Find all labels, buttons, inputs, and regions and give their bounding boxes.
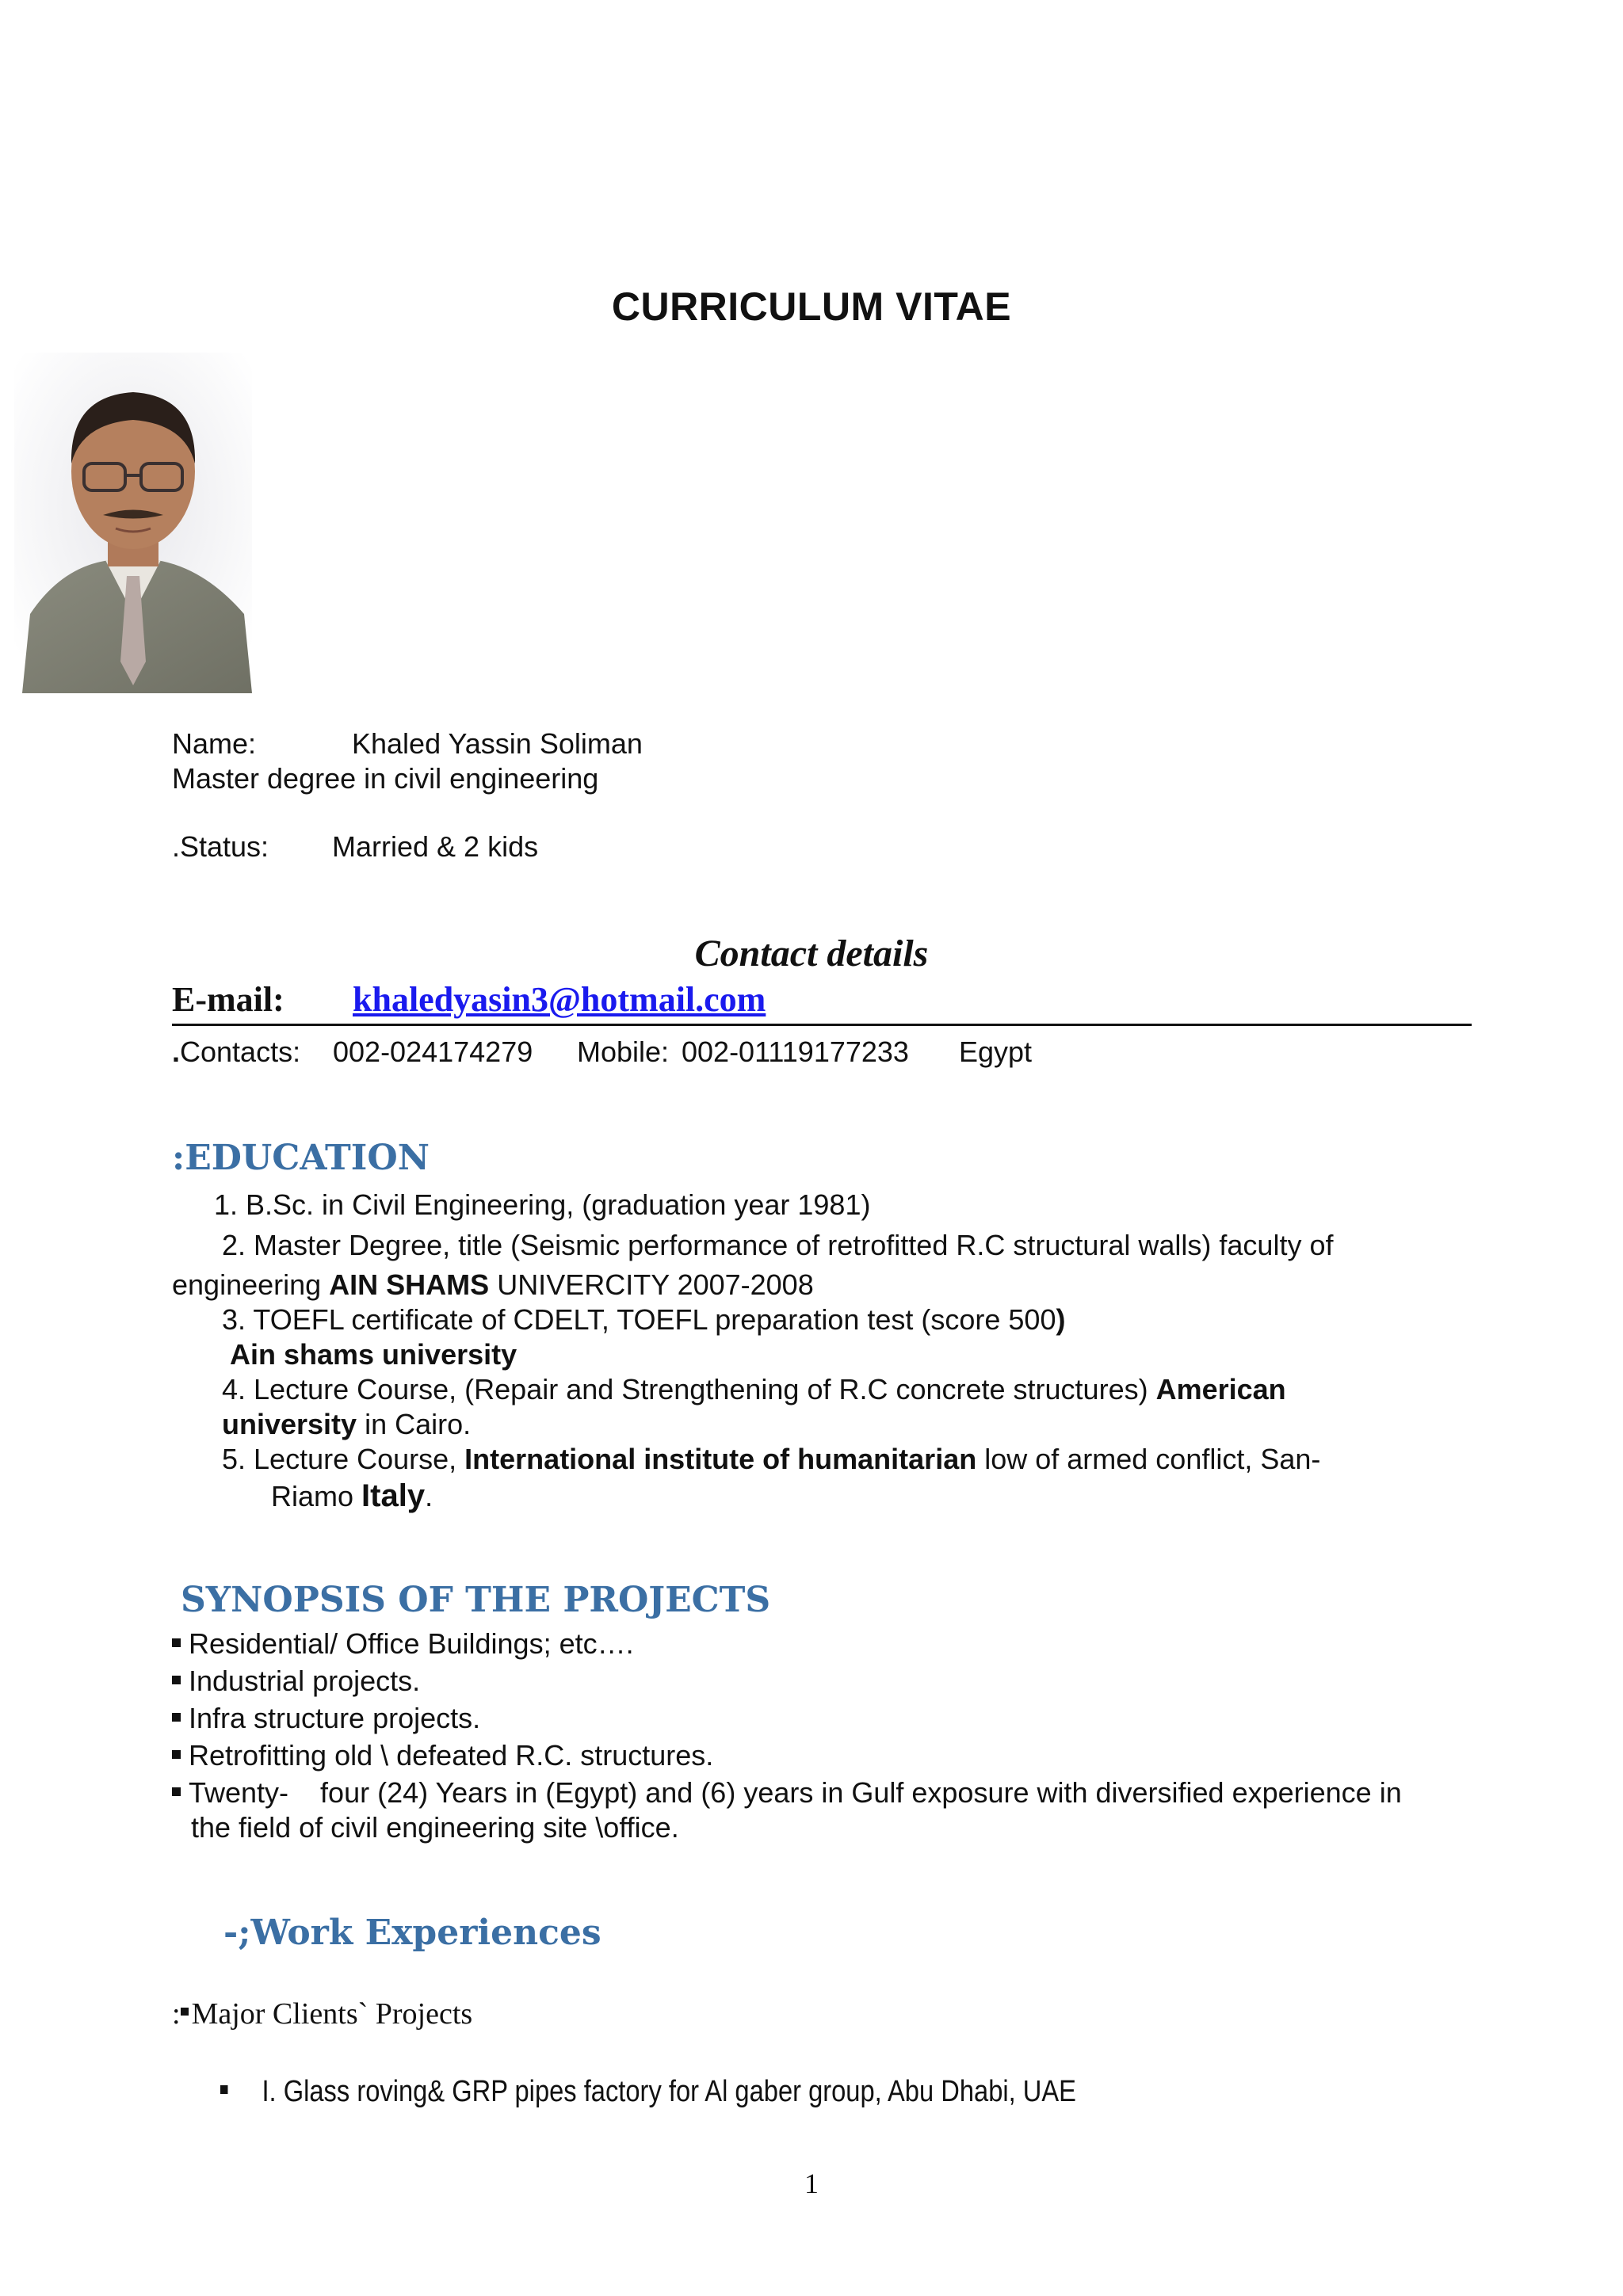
major-clients-label: Major Clients` Projects [191,1997,473,2031]
synopsis-item [172,1627,634,1661]
synopsis-item-text: Twenty- four (24) Years in (Egypt) and (6) years in Gulf exposure with diversified experience in [189,1776,1402,1809]
edu2-university: AIN SHAMS [329,1268,490,1301]
synopsis-item [172,1738,713,1773]
education-heading: :EDUCATION [172,1138,430,1178]
contacts-prefix: . [172,1035,181,1068]
education-item-2-cont [172,1268,814,1302]
education-item-1: 1. B.Sc. in Civil Engineering, (graduation year 1981) [214,1188,871,1221]
edu5-period: . [425,1480,433,1512]
edu3-text: 3. TOEFL certificate of CDELT, TOEFL preparation test (score 500 [222,1303,1056,1336]
edu4-university-b: university [222,1408,357,1440]
degree-line: Master degree in civil engineering [172,762,599,795]
country: Egypt [959,1035,1033,1068]
profile-photo [14,353,252,693]
synopsis-item-text: Infra structure projects. [189,1702,481,1734]
name-label: Name: [172,727,257,760]
document-title: CURRICULUM VITAE [611,284,1012,329]
synopsis-item [172,1701,480,1736]
edu5-institute: International institute of humanitarian [464,1443,977,1475]
contact-heading: Contact details [694,933,929,974]
synopsis-heading: SYNOPSIS OF THE PROJECTS [181,1580,771,1620]
mobile-label: Mobile: [577,1035,670,1068]
edu4-university-a: American [1155,1373,1286,1405]
contacts-line [172,1035,300,1070]
bullet-icon [172,1787,181,1796]
email-row [172,979,1472,1026]
mobile-number: 002-01119177233 [682,1035,909,1068]
edu4-city: in Cairo. [357,1408,472,1440]
edu5-text-a: 5. Lecture Course, [222,1443,465,1475]
major-prefix: : [172,1997,181,2031]
contacts-label: Contacts: [180,1035,301,1068]
email-link[interactable]: khaledyasin3@hotmail.com [353,980,766,1019]
project-item [220,2074,1076,2109]
bullet-icon [220,2085,227,2094]
education-item-4 [222,1372,1286,1407]
synopsis-item [172,1664,420,1699]
page-number: 1 [804,2168,819,2199]
edu2-text-b: UNIVERCITY 2007-2008 [489,1268,814,1301]
education-item-2: 2. Master Degree, title (Seismic performance of retrofitted R.C structural walls) faculty of [222,1229,1334,1261]
education-item-5-cont [271,1478,433,1514]
synopsis-item-text: Industrial projects. [189,1665,421,1697]
bullet-icon [172,1713,181,1722]
bullet-icon [172,1750,181,1759]
synopsis-item-text: Retrofitting old \ defeated R.C. structures. [189,1739,714,1772]
bullet-icon [172,1676,181,1684]
synopsis-item [172,1775,1402,1810]
edu4-text: 4. Lecture Course, (Repair and Strengthening of R.C concrete structures) [222,1373,1156,1405]
education-item-5 [222,1442,1320,1477]
email-label: E-mail: [172,980,285,1019]
bullet-icon [172,1638,181,1647]
bullet-icon [181,2008,189,2016]
project-item-text: I. Glass roving& GRP pipes factory for Al gaber group, Abu Dhabi, UAE [262,2075,1076,2108]
status-label: .Status: [172,830,269,863]
education-item-3-cont [230,1337,517,1372]
phone-number: 002-024174279 [333,1035,533,1068]
edu3-university: Ain shams university [230,1338,517,1371]
education-item-4-cont [222,1407,471,1442]
edu5-text-b: low of armed conflict, San- [976,1443,1321,1475]
status-value: Married & 2 kids [332,830,539,863]
synopsis-item-text: Residential/ Office Buildings; etc…. [189,1627,634,1660]
major-clients-line [172,1997,472,2031]
name-value: Khaled Yassin Soliman [352,727,643,760]
edu5-country: Italy [361,1478,426,1513]
synopsis-item-5-cont: the field of civil engineering site \office. [191,1811,679,1844]
edu5-city: Riamo [271,1480,362,1512]
edu3-paren: ) [1056,1303,1066,1336]
edu2-text-a: engineering [172,1268,330,1301]
education-item-3 [222,1302,1065,1337]
work-heading: -;Work Experiences [223,1913,601,1953]
